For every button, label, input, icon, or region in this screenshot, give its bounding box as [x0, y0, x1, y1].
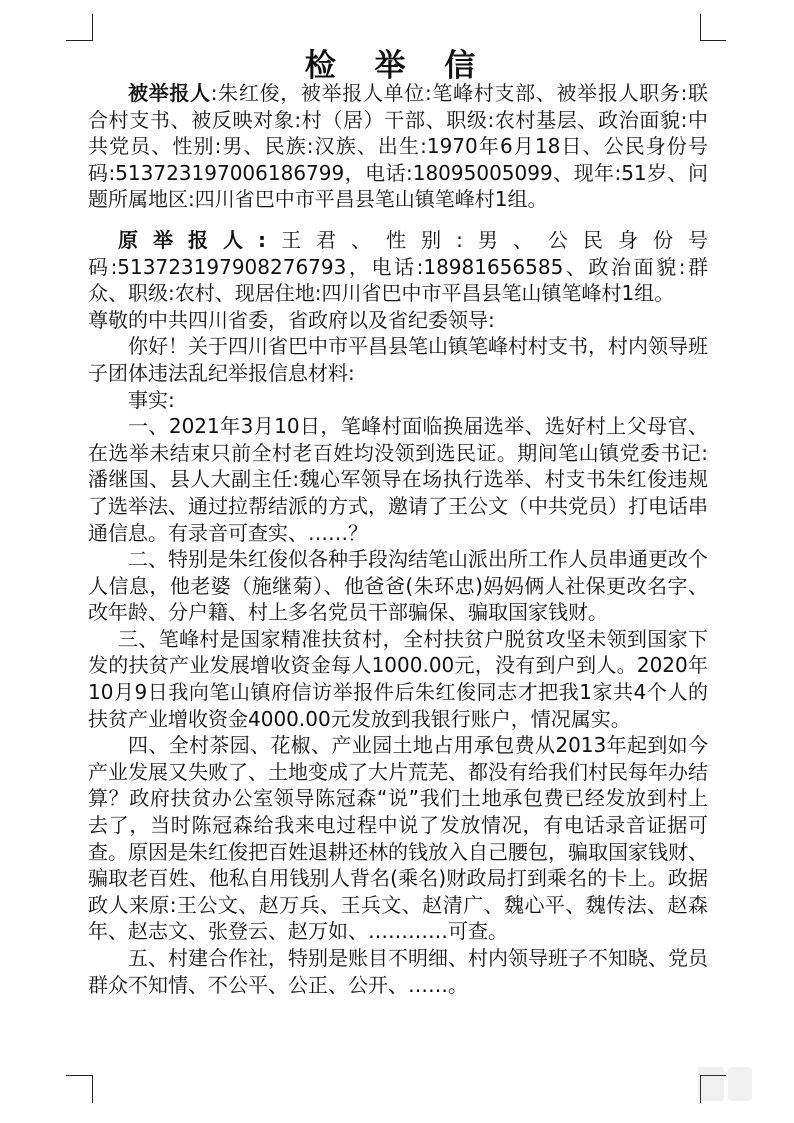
document-title: 检 举 信 [304, 48, 490, 84]
reported-person-details: :朱红俊，被举报人单位:笔峰村支部、被举报人职务:联合村支书、被反映对象:村（居）干部、职级:农村基层、政治面貌:中共党员、性别:男、民族:汉族、出生:1970年6月18日、公民身份号码:513723197006186799，电话:18095005099、现年:51岁、问题所属地区:四川省巴中市平昌县笔山镇笔峰村1组。 [88, 81, 709, 212]
facts-label: 事实: [128, 387, 175, 412]
reporter-paragraph [88, 227, 708, 307]
crop-mark-bottom-left-h [66, 1075, 92, 1076]
reporter-label: 原举报人: [118, 227, 267, 252]
watermark-logo-icon [696, 1063, 754, 1105]
crop-mark-bottom-left-v [92, 1075, 93, 1103]
letter-body [88, 80, 708, 998]
greeting-paragraph: 你好！关于四川省巴中市平昌县笔山镇笔峰村村支书，村内领导班子团体违法乱纪举报信息材料: [88, 334, 708, 385]
reported-person-paragraph [88, 80, 708, 213]
fact-item-1: 一、2021年3月10日，笔峰村面临换届选举、选好村上父母官、在选举未结束只前全村老百姓均没领到选民证。期间笔山镇党委书记:潘继国、县人大副主任:魏心军领导在场执行选举、村支书朱红俊违规了选举法、通过拉帮结派的方式，邀请了王公文（中共党员）打电话串通信息。有录音可查实、……？ [88, 414, 708, 545]
salutation: 尊敬的中共四川省委，省政府以及省纪委领导: [88, 307, 495, 332]
fact-item-4: 四、全村茶园、花椒、产业园土地占用承包费从2013年起到如今产业发展又失败了、土地变成了大片荒芜、都没有给我们村民每年办结算？政府扶贫办公室领导陈冠森“说”我们土地承包费已经发放到村上去了，当时陈冠森给我来电过程中说了发放情况，有电话录音证据可查。原因是朱红俊把百姓退耕还林的钱放入自己腰包，骗取国家钱财、骗取老百姓、他私自用钱别人背名(乘名)财政局打到乘名的卡上。政据政人来原:王公文、赵万兵、王兵文、赵清广、魏心平、魏传法、赵森年、赵志文、张登云、赵万如、…………可查。 [88, 733, 708, 944]
fact-item-5: 五、村建合作社，特别是账目不明细、村内领导班子不知晓、党员群众不知情、不公平、公正、公开、……。 [88, 946, 708, 997]
crop-mark-top-left-v [92, 14, 93, 41]
reported-person-label: 被举报人 [128, 81, 211, 105]
crop-mark-top-right-v [700, 14, 701, 41]
reporter-details: 王君、性别:男、公民身份号码:513723197908276793，电话:18981656585、政治面貌:群众、职级:农村、现居住地:四川省巴中市平昌县笔山镇笔峰村1组。 [88, 227, 708, 306]
fact-item-2: 二、特别是朱红俊似各种手段沟结笔山派出所工作人员串通更改个人信息，他老婆（施继菊）、他爸爸(朱环忠)妈妈俩人社保更改名字、改年龄、分户籍、村上多名党员干部骗保、骗取国家钱财。 [88, 547, 708, 625]
fact-item-3: 三、笔峰村是国家精准扶贫村，全村扶贫户脱贫攻坚未领到国家下发的扶贫产业发展增收资金每人1000.00元，没有到户到人。2020年10月9日我向笔山镇府信访举报件后朱红俊同志才把我1家共4个人的扶贫产业增收资金4000.00元发放到我银行账户，情况属实。 [88, 626, 708, 731]
